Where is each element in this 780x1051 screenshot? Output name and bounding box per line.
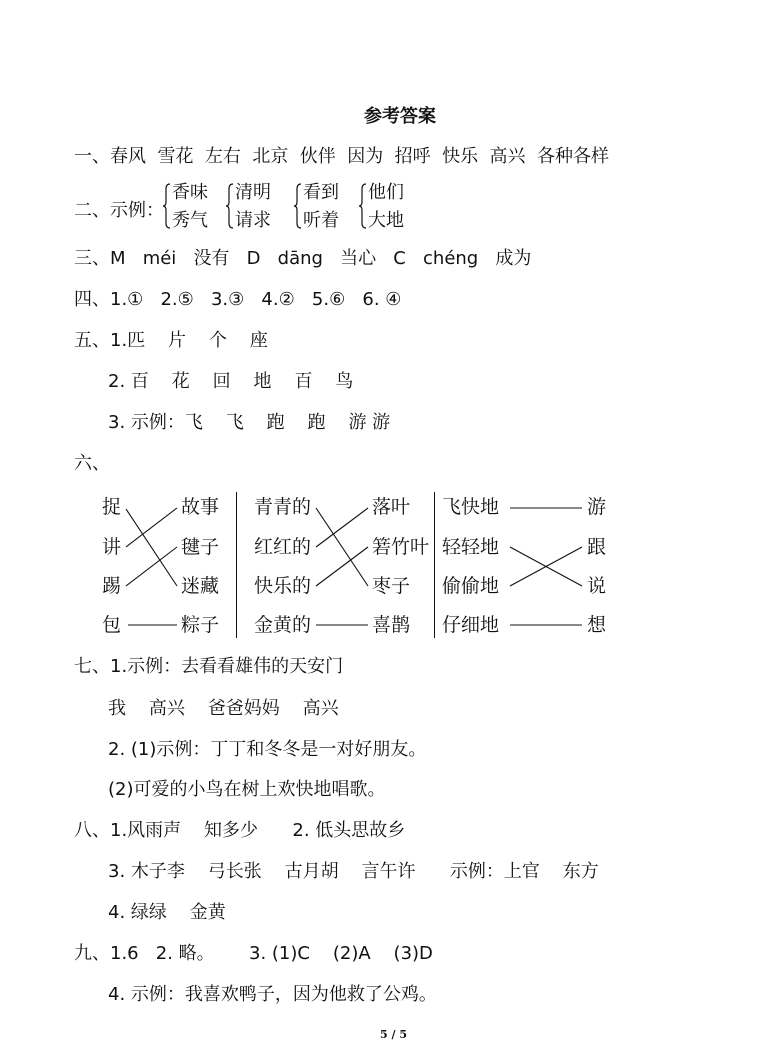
match-word: 金黄的 [254,614,312,636]
answer-6-label: 六、 [74,453,110,474]
group-2-bottom: 请求 [235,210,271,231]
answer-8-line-2: 3. 木子李 弓长张 古月胡 言午许 示例：上官 东方 [108,861,599,882]
match-word: 快乐的 [254,575,312,597]
answer-7-line-3: 2. (1)示例：丁丁和冬冬是一对好朋友。 [108,739,427,760]
match-word: 游 [587,496,607,518]
match-word: 箬竹叶 [372,536,430,558]
answer-9-line-1: 九、1.6 2. 略。 3. (1)C (2)A (3)D [74,943,433,964]
answer-7-line-4: (2)可爱的小鸟在树上欢快地唱歌。 [108,779,386,800]
answer-9-line-2: 4. 示例：我喜欢鸭子，因为他救了公鸡。 [108,984,437,1005]
answer-5-line-3: 3. 示例：飞 飞 跑 跑 游 游 [108,412,391,433]
match-word: 故事 [181,496,220,518]
match-word: 枣子 [372,575,411,597]
answer-5-line-2: 2. 百 花 回 地 百 鸟 [108,371,354,392]
answer-2-label: 二、示例： [74,200,164,221]
match-word: 毽子 [181,536,220,558]
match-word: 飞快地 [442,496,500,518]
group-4-top: 他们 [368,182,404,203]
answer-7-line-1: 七、1.示例：去看看雄伟的天安门 [74,656,344,677]
match-word: 说 [587,575,607,597]
answer-1: 一、春风 雪花 左右 北京 伙伴 因为 招呼 快乐 高兴 各种各样 [74,146,609,167]
match-word: 粽子 [181,614,220,636]
group-1-bottom: 秀气 [172,210,208,231]
match-word: 捉 [102,496,122,518]
match-word: 红红的 [254,536,312,558]
match-word: 青青的 [254,496,312,518]
match-word: 偷偷地 [442,575,500,597]
match-word: 落叶 [372,496,411,518]
match-word: 想 [587,614,607,636]
page-number: 5 / 5 [380,1028,407,1041]
answer-4: 四、1.① 2.⑤ 3.③ 4.② 5.⑥ 6. ④ [74,289,402,310]
answer-3: 三、M méi 没有 D dāng 当心 C chéng 成为 [74,248,532,269]
answer-8-line-3: 4. 绿绿 金黄 [108,902,226,923]
match-word: 包 [102,614,122,636]
group-2-top: 清明 [235,182,271,203]
match-word: 踢 [102,575,122,597]
group-1-top: 香味 [172,182,208,203]
match-word: 轻轻地 [442,536,500,558]
match-word: 喜鹊 [372,614,411,636]
answer-7-line-2: 我 高兴 爸爸妈妈 高兴 [108,698,339,719]
match-word: 迷藏 [181,575,220,597]
answer-8-line-1: 八、1.风雨声 知多少 2. 低头思故乡 [74,820,406,841]
page-title: 参考答案 [364,106,436,127]
group-3-bottom: 听着 [303,210,339,231]
match-word: 讲 [102,536,122,558]
match-word: 仔细地 [442,614,500,636]
group-3-top: 看到 [303,182,339,203]
match-word: 跟 [587,536,607,558]
answer-5-line-1: 五、1.匹 片 个 座 [74,330,268,351]
group-4-bottom: 大地 [368,210,404,231]
